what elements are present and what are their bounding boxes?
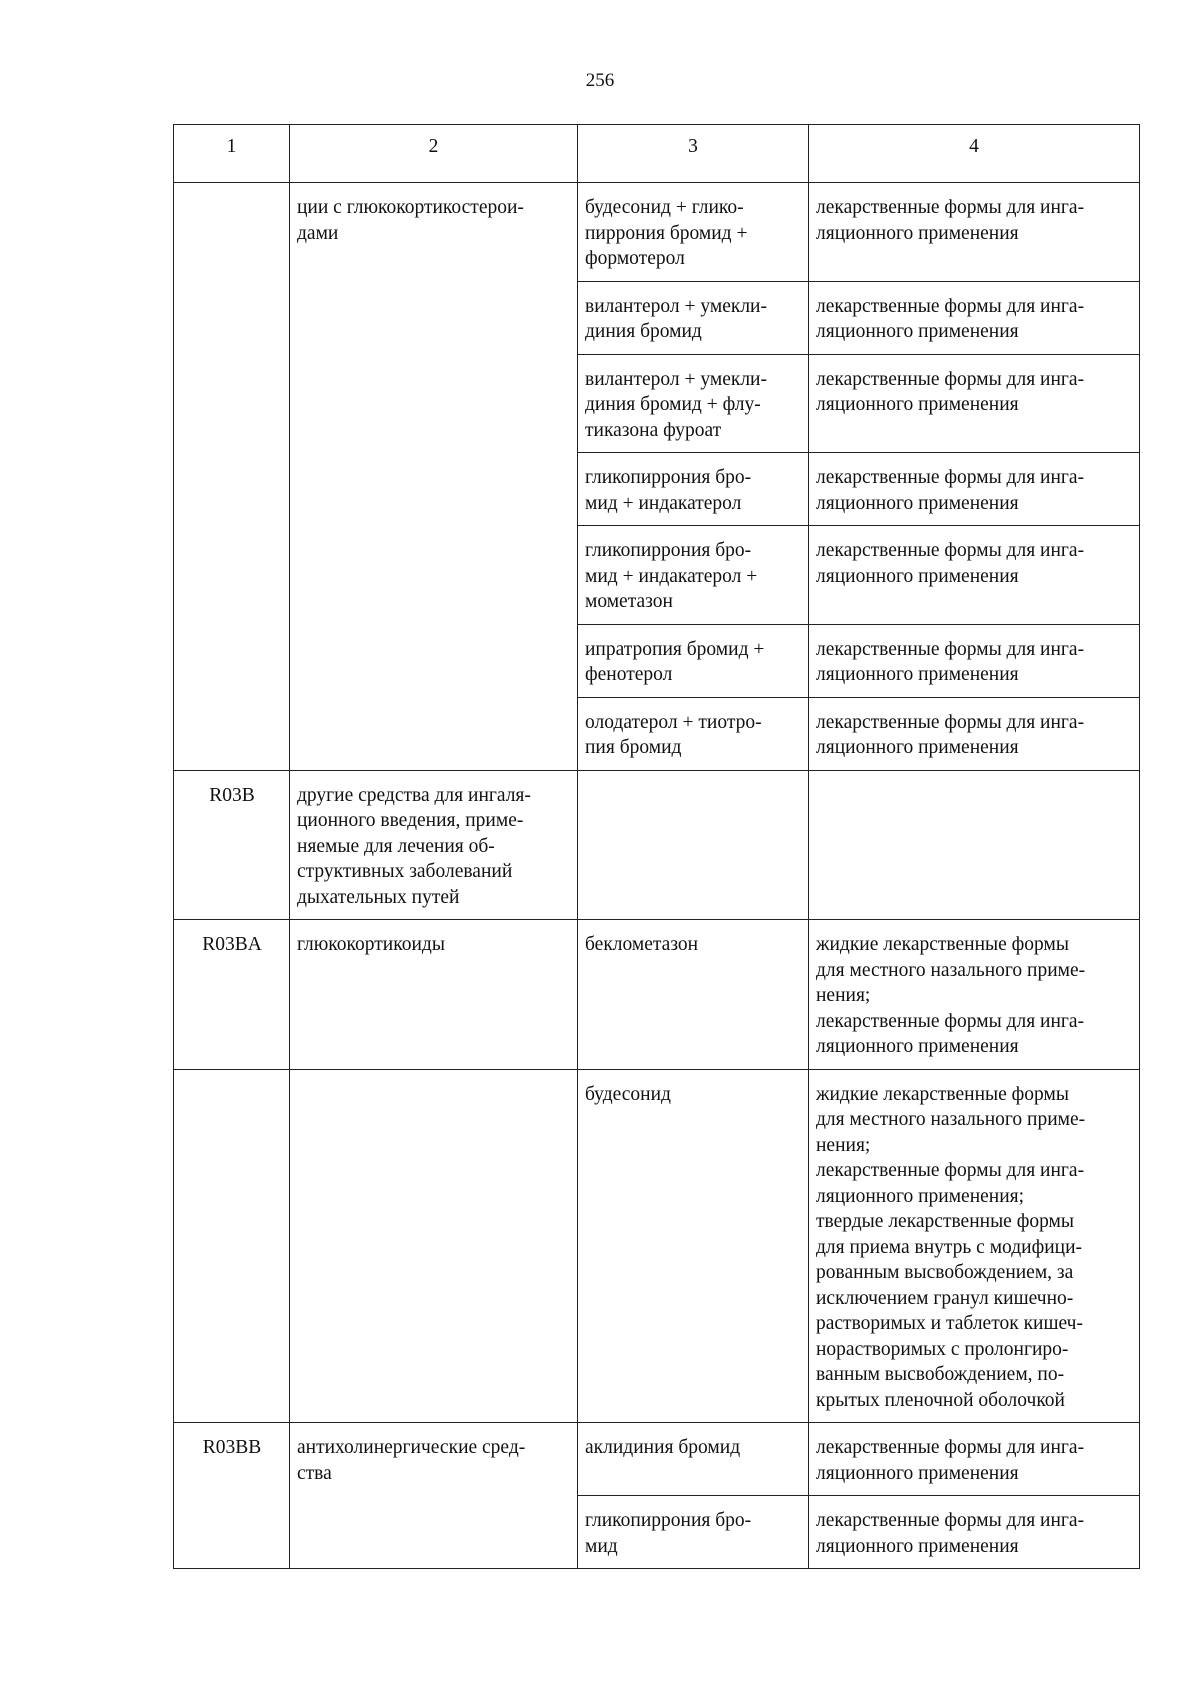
code-cell: [174, 183, 290, 771]
dosage-form-cell: жидкие лекарственные формы для местного назального приме- нения; лекарственные формы для инга- ляционного применения: [809, 920, 1140, 1070]
code-cell: [174, 1069, 290, 1423]
drug-classification-table: [173, 124, 1140, 1569]
table-row: [174, 1423, 1140, 1496]
dosage-form-cell: жидкие лекарственные формы для местного назального приме- нения; лекарственные формы для инга- ляционного применения; твердые лекарственные формы для приема внутрь с модифици- рованным высвобождением, за исключением гранул кишечно- растворимых и таблеток кишеч- норастворимых с пролонгиро- ванным высвобождением, по- крытых пленочной оболочкой: [809, 1069, 1140, 1423]
group-name-cell: глюкокортикоиды: [290, 920, 578, 1070]
drug-name-cell: гликопиррония бро- мид + индакатерол + мометазон: [578, 526, 809, 625]
drug-name-cell: будесонид: [578, 1069, 809, 1423]
group-name-cell: ции с глюкокортикостерои- дами: [290, 183, 578, 771]
dosage-form-cell: лекарственные формы для инга- ляционного применения: [809, 281, 1140, 354]
drug-name-cell: аклидиния бромид: [578, 1423, 809, 1496]
column-header-4: 4: [809, 125, 1140, 183]
code-cell: R03BB: [174, 1423, 290, 1569]
dosage-form-cell: лекарственные формы для инга- ляционного применения: [809, 354, 1140, 453]
table-row: [174, 183, 1140, 282]
dosage-form-cell: [809, 770, 1140, 920]
group-name-cell: антихолинергические сред- ства: [290, 1423, 578, 1569]
drug-name-cell: вилантерол + умекли- диния бромид + флу- тиказона фуроат: [578, 354, 809, 453]
drug-name-cell: гликопиррония бро- мид: [578, 1496, 809, 1569]
page-number: 256: [585, 70, 615, 91]
code-cell: R03BA: [174, 920, 290, 1070]
dosage-form-cell: лекарственные формы для инга- ляционного применения: [809, 697, 1140, 770]
drug-name-cell: беклометазон: [578, 920, 809, 1070]
table-row: [174, 770, 1140, 920]
dosage-form-cell: лекарственные формы для инга- ляционного применения: [809, 526, 1140, 625]
column-header-3: 3: [578, 125, 809, 183]
dosage-form-cell: лекарственные формы для инга- ляционного применения: [809, 453, 1140, 526]
code-cell: R03B: [174, 770, 290, 920]
drug-name-cell: вилантерол + умекли- диния бромид: [578, 281, 809, 354]
dosage-form-cell: лекарственные формы для инга- ляционного применения: [809, 1496, 1140, 1569]
column-header-1: 1: [174, 125, 290, 183]
dosage-form-cell: лекарственные формы для инга- ляционного применения: [809, 183, 1140, 282]
drug-name-cell: будесонид + глико- пиррония бромид + формотерол: [578, 183, 809, 282]
group-name-cell: другие средства для ингаля- ционного введения, приме- няемые для лечения об- структивных заболеваний дыхательных путей: [290, 770, 578, 920]
column-header-2: 2: [290, 125, 578, 183]
drug-name-cell: [578, 770, 809, 920]
drug-name-cell: олодатерол + тиотро- пия бромид: [578, 697, 809, 770]
drug-name-cell: ипратропия бромид + фенотерол: [578, 624, 809, 697]
table-row: [174, 1069, 1140, 1423]
dosage-form-cell: лекарственные формы для инга- ляционного применения: [809, 624, 1140, 697]
group-name-cell: [290, 1069, 578, 1423]
table-row: [174, 920, 1140, 1070]
drug-name-cell: гликопиррония бро- мид + индакатерол: [578, 453, 809, 526]
table-header-row: [174, 125, 1140, 183]
dosage-form-cell: лекарственные формы для инга- ляционного применения: [809, 1423, 1140, 1496]
